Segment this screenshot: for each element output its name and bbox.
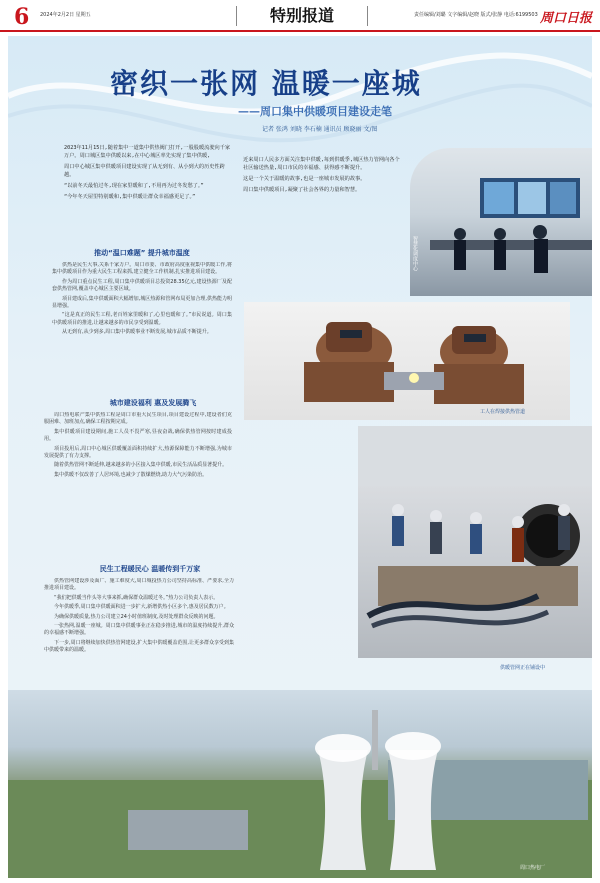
newspaper-logo: 周口日报	[540, 11, 593, 26]
lead-paragraph: 周口集中供暖项目,凝聚了社会各界的力量和智慧。	[243, 187, 361, 193]
photo-control-center	[410, 148, 592, 296]
section-name: 特别报道	[236, 6, 368, 26]
body-paragraph: 从无到有,从少到多,周口集中供暖事业不断发展,城市品质不断提升。	[62, 329, 212, 336]
lead-paragraph: “以前冬天最怕过冬,现在家里暖和了,不用再为过冬发愁了。”	[64, 183, 204, 189]
photo-caption: 智慧化调度中心	[412, 236, 418, 271]
body-paragraph: 项目建成后,集中供暖面积大幅增加,城区热源和管网布局更加合理,供热能力明显增强。	[52, 295, 232, 310]
body-paragraph: 供热是民生大事,关系千家万户。周口市委、市政府高度重视集中供暖工作,将集中供暖项目作为重大民生工程来抓,建立健全工作机制,扎实推进项目建设。	[52, 262, 232, 276]
editors-line: 责任编辑/刘璐 文字编辑/赵晓 版式/张静 电话:6199503	[414, 12, 538, 18]
page-number: 6	[14, 4, 30, 30]
masthead	[0, 0, 600, 32]
body-paragraph: 今年供暖季,周口集中供暖面积进一步扩大,新增供热小区多个,惠及居民数万户。	[54, 604, 229, 611]
section-heading: 推动“温口难题” 提升城市温度	[94, 249, 190, 257]
lead-right	[243, 156, 403, 194]
lead-paragraph: 近来周口人民多方面关注集中供暖,每到供暖季,城区热力管网向各个社区输送热量,周口市民的幸福感、获得感不断提升。	[243, 157, 400, 171]
body-paragraph: 一张热网,温暖一座城。周口集中供暖事业正在稳步推进,城市的温度持续提升,群众的幸福感不断增强。	[44, 623, 234, 637]
lead-paragraph: 周口中心城区集中供暖项目建设实现了从无到有、从小到大的历史性跨越。	[64, 164, 225, 178]
photo-welding-workers	[244, 302, 570, 420]
photo-pipeline-laying	[358, 426, 592, 658]
body-paragraph: 集中供暖不仅改善了人居环境,也减少了散煤燃烧,助力大气污染防治。	[54, 471, 208, 478]
article-title: 密织一张网 温暖一座城	[110, 67, 422, 100]
body-paragraph: 作为周口重点民生工程,周口集中供暖项目总投资28.35亿元,建设热源厂及配套供热管网,覆盖中心城区主要区域。	[52, 278, 232, 293]
body-paragraph: 项目投用后,周口中心城区供暖覆盖面积持续扩大,热源保障能力不断增强,为城市发展提供了有力支撑。	[44, 445, 232, 460]
photo-caption: 供暖管网正在铺设中	[500, 665, 546, 671]
body-paragraph: 集中供暖项目建设期间,施工人员不畏严寒,昼夜奋战,确保供热管网按时建成投用。	[44, 428, 232, 443]
section-body	[44, 412, 232, 558]
body-paragraph: 随着供热管网不断延伸,越来越多的小区接入集中供暖,市民生活品质显著提升。	[54, 462, 228, 469]
section-heading: 城市建设福利 惠及发展腾飞	[109, 399, 197, 407]
date-line: 2024年2月2日 星期五	[40, 12, 91, 18]
photo-caption: 周口热电厂	[520, 865, 546, 871]
body-paragraph: 供热管网建设涉及面广、施工难度大,周口城投热力公司坚持高标准、严要求,全力推进项目建设。	[44, 578, 234, 592]
photo-power-plant	[8, 690, 592, 878]
body-paragraph: 为确保供暖质量,热力公司建立24小时值班制度,及时处理群众反映的问题。	[54, 613, 219, 620]
lead-left	[64, 144, 232, 201]
body-paragraph: 周口热电联产集中供热工程是周口市重大民生项目,项目建设过程中,建设者们克服困难、加班加点,确保工程按期完成。	[44, 412, 232, 426]
body-paragraph: “这是真正的民生工程,老百姓家里暖和了,心里也暖和了。”市民说道。周口集中供暖项目的推进,让越来越多的市民享受到温暖。	[52, 312, 232, 326]
lead-paragraph: 2023年11月15日,随着集中一道集中供热阀门打开,一股股暖流驶向千家万户。周口城区集中供暖以来,在中心城区率先实现了集中供暖,	[64, 145, 231, 159]
body-paragraph: “我们把供暖当作头等大事来抓,确保群众温暖过冬。”热力公司负责人表示。	[54, 594, 219, 601]
body-paragraph: 下一步,周口将继续加快供热管网建设,扩大集中供暖覆盖范围,让更多群众享受到集中供暖带来的温暖。	[44, 639, 234, 654]
lead-paragraph: 这是一个关于温暖的故事,也是一座城市发展的故事。	[243, 176, 366, 182]
section-body	[52, 262, 232, 390]
photo-caption: 工人在焊接供热管道	[480, 409, 526, 415]
lead-paragraph: “今年冬天屋里特别暖和,集中供暖让群众幸福感更足了。”	[64, 194, 196, 200]
article-byline: 记者 张鸿 刘晓 李石楠 通讯员 顾晓丽 文/图	[262, 126, 378, 133]
section-heading: 民生工程暖民心 温暖传到千万家	[99, 565, 201, 573]
article-subtitle: ——周口集中供暖项目建设走笔	[238, 105, 392, 118]
